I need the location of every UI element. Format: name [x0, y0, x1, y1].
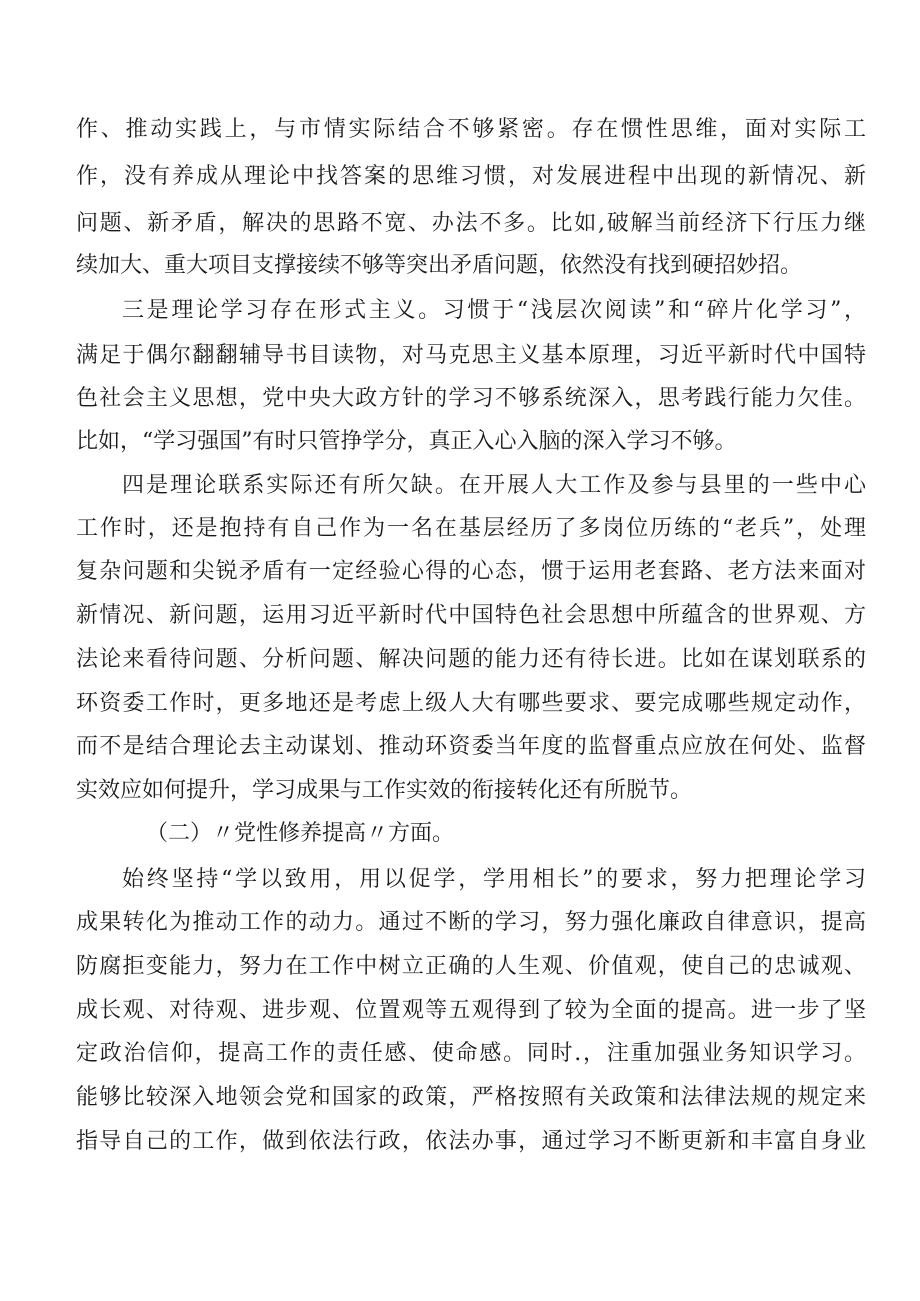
- text-line: 环资委工作时，更多地还是考虑上级人大有哪些要求、要完成哪些规定动作，: [76, 691, 866, 716]
- text-line: 三是理论学习存在形式主义。习惯于“浅层次阅读”和“碎片化学习”，: [122, 298, 866, 323]
- text-line: 指导自己的工作，做到依法行政，依法办事，通过学习不断更新和丰富自身业: [76, 1129, 866, 1154]
- text-line: 新情况、新问题，运用习近平新时代中国特色社会思想中所蕴含的世界观、方: [76, 603, 866, 628]
- text-line: 定政治信仰，提高工作的责任感、使命感。同时.，注重加强业务知识学习。: [76, 1041, 866, 1066]
- section-heading: （二）〃党性修养提高〃方面。: [146, 821, 455, 846]
- text-line: 成果转化为推动工作的动力。通过不断的学习，努力强化廉政自律意识，提高: [76, 910, 866, 935]
- text-line: 工作时，还是抱持有自己作为一名在基层经历了多岗位历练的“老兵”，处理: [76, 516, 866, 541]
- text-line: 续加大、重大项目支撑接续不够等突出矛盾问题，依然没有找到硬招妙招。: [76, 253, 803, 278]
- text-line: 实效应如何提升，学习成果与工作实效的衔接转化还有所脱节。: [76, 778, 693, 803]
- text-line: 复杂问题和尖锐矛盾有一定经验心得的心态，惯于运用老套路、老方法来面对: [76, 559, 866, 584]
- text-line: 比如，“学习强国”有时只管挣学分，真正入心入脑的深入学习不够。: [76, 429, 737, 454]
- text-line: 始终坚持“学以致用，用以促学，学用相长”的要求，努力把理论学习: [122, 867, 866, 892]
- text-line: 色社会主义思想，党中央大政方针的学习不够系统深入，思考践行能力欠佳。: [76, 386, 866, 411]
- text-line: 能够比较深入地领会党和国家的政策，严格按照有关政策和法律法规的规定来: [76, 1085, 866, 1110]
- text-line: 四是理论联系实际还有所欠缺。在开展人大工作及参与县里的一些中心: [122, 473, 866, 498]
- text-line: 而不是结合理论去主动谋划、推动环资委当年度的监督重点应放在何处、监督: [76, 734, 866, 759]
- text-line: 满足于偶尔翻翻辅导书目读物，对马克思主义基本原理，习近平新时代中国特: [76, 343, 866, 368]
- text-line: 作、推动实践上，与市情实际结合不够紧密。存在惯性思维，面对实际工: [76, 117, 866, 142]
- text-line: 作，没有养成从理论中找答案的思维习惯，对发展进程中出现的新情况、新: [76, 164, 866, 189]
- text-line: 防腐拒变能力，努力在工作中树立正确的人生观、价值观，使自己的忠诚观、: [76, 954, 866, 979]
- text-line: 成长观、对待观、进步观、位置观等五观得到了较为全面的提高。进一步了坚: [76, 998, 866, 1023]
- text-line: 问题、新矛盾，解决的思路不宽、办法不多。比如,破解当前经济下行压力继: [76, 211, 866, 236]
- text-line: 法论来看待问题、分析问题、解决问题的能力还有待长进。比如在谋划联系的: [76, 647, 866, 672]
